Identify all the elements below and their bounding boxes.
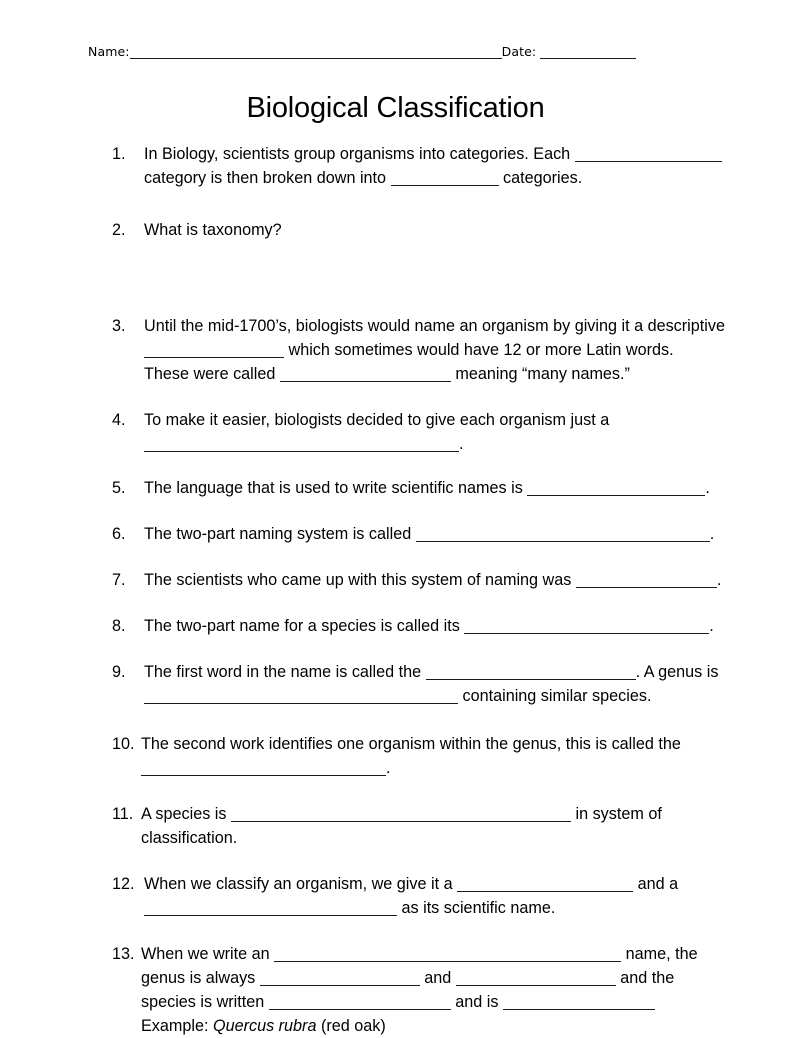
question-body <box>144 660 719 708</box>
question-number: 9. <box>112 663 126 681</box>
question-item <box>112 314 725 386</box>
answer-blank[interactable] <box>274 961 621 962</box>
question-text: . <box>386 759 391 777</box>
question-line <box>144 684 712 708</box>
question-body <box>141 732 712 780</box>
name-label: Name: <box>88 44 130 59</box>
question-text: . <box>709 617 714 635</box>
question-text: containing similar species. <box>458 687 652 705</box>
answer-blank[interactable] <box>527 495 705 496</box>
question-number: 4. <box>112 411 126 429</box>
question-text: When we write an <box>141 945 275 963</box>
question-body <box>144 614 712 638</box>
question-text: What is taxonomy? <box>144 221 282 239</box>
answer-blank[interactable] <box>456 985 616 986</box>
question-text: . <box>716 571 722 589</box>
question-text: When we classify an organism, we give it a <box>144 875 458 893</box>
answer-blank[interactable] <box>144 703 458 704</box>
question-line <box>144 660 719 684</box>
question-number: 1. <box>112 145 126 163</box>
scientific-name-italic: Quercus rubra <box>212 1017 317 1035</box>
question-text: and is <box>450 993 503 1011</box>
question-text: These were called <box>144 365 280 383</box>
question-line <box>144 142 712 166</box>
question-item <box>112 142 712 190</box>
question-text: The first word in the name is called the <box>144 663 426 681</box>
question-line <box>141 802 712 826</box>
question-line <box>144 476 712 500</box>
question-text: in system of <box>570 805 662 823</box>
question-text: and a <box>633 875 679 893</box>
question-number: 12. <box>112 875 135 893</box>
question-text: and <box>419 969 456 987</box>
page-title: Biological Classification <box>246 92 545 124</box>
question-text: . A genus is <box>635 663 719 681</box>
question-body <box>144 142 712 190</box>
question-text: genus is always <box>141 969 260 987</box>
question-line <box>144 432 712 456</box>
question-number: 11. <box>112 805 134 823</box>
answer-blank[interactable] <box>231 821 571 822</box>
question-number: 5. <box>112 479 126 497</box>
question-text: A species is <box>141 805 231 823</box>
question-number: 7. <box>112 571 126 589</box>
question-item <box>112 568 722 592</box>
answer-blank[interactable] <box>141 775 386 776</box>
answer-blank[interactable] <box>503 1009 655 1010</box>
question-item <box>112 732 712 780</box>
question-text: To make it easier, biologists decided to give each organism just a <box>144 411 610 429</box>
question-number: 2. <box>112 221 126 239</box>
question-line <box>144 896 712 920</box>
answer-blank[interactable] <box>575 161 722 162</box>
question-text: The scientists who came up with this system of naming was <box>144 571 576 589</box>
question-text: The second work identifies one organism within the genus, this is called the <box>141 735 681 753</box>
question-line <box>141 826 712 850</box>
question-text: meaning “many names.” <box>450 365 630 383</box>
question-text: and the <box>615 969 675 987</box>
question-line <box>144 166 712 190</box>
question-text: category is then broken down into <box>144 169 391 187</box>
question-text: which sometimes would have 12 or more Latin words. <box>284 341 674 359</box>
question-text: The two-part naming system is called <box>144 525 416 543</box>
question-item <box>112 408 712 456</box>
question-body <box>144 872 712 920</box>
question-body <box>144 476 712 500</box>
answer-blank[interactable] <box>416 541 710 542</box>
question-text: species is written <box>141 993 269 1011</box>
question-item <box>112 660 719 708</box>
answer-blank[interactable] <box>457 891 633 892</box>
question-line <box>144 362 712 386</box>
question-item <box>112 522 715 546</box>
question-text: In Biology, scientists group organisms into categories. Each <box>144 145 575 163</box>
question-text: . <box>705 479 710 497</box>
question-number: 3. <box>112 317 126 335</box>
answer-blank[interactable] <box>280 381 451 382</box>
answer-blank[interactable] <box>391 185 499 186</box>
question-text: . <box>709 525 715 543</box>
question-list <box>112 142 725 1038</box>
question-number: 10. <box>112 735 135 753</box>
question-item <box>112 218 712 242</box>
question-item <box>112 614 712 638</box>
question-line <box>144 314 725 338</box>
question-line <box>144 218 712 242</box>
answer-blank[interactable] <box>576 587 717 588</box>
question-line <box>144 614 712 638</box>
question-body <box>144 522 715 546</box>
question-text: classification. <box>141 829 238 847</box>
date-blank-line[interactable] <box>540 58 636 59</box>
question-line <box>141 942 712 966</box>
question-line <box>141 1014 712 1038</box>
date-label: Date: <box>501 44 537 59</box>
question-line <box>144 408 712 432</box>
question-line <box>144 568 722 592</box>
question-line <box>144 872 712 896</box>
question-line <box>144 522 715 546</box>
question-text: categories. <box>498 169 583 187</box>
answer-blank[interactable] <box>464 633 709 634</box>
question-text: . <box>459 435 464 453</box>
question-line <box>141 756 712 780</box>
question-line <box>141 990 712 1014</box>
question-body <box>144 218 712 242</box>
question-body <box>144 408 712 456</box>
answer-blank[interactable] <box>144 451 459 452</box>
answer-blank[interactable] <box>260 985 420 986</box>
name-date-header <box>88 44 648 60</box>
question-body <box>144 314 725 386</box>
name-blank-line[interactable] <box>130 58 502 59</box>
question-number: 13. <box>112 945 135 963</box>
question-text: The two-part name for a species is called its <box>144 617 465 635</box>
answer-blank[interactable] <box>144 915 397 916</box>
question-item <box>112 872 712 920</box>
question-line <box>144 338 712 362</box>
question-line <box>141 966 712 990</box>
question-text: name, the <box>621 945 698 963</box>
question-number: 6. <box>112 525 126 543</box>
answer-blank[interactable] <box>426 679 636 680</box>
question-item <box>112 802 712 850</box>
question-line <box>141 732 712 756</box>
question-body <box>141 802 712 850</box>
question-body <box>144 568 722 592</box>
question-text: Until the mid-1700’s, biologists would name an organism by giving it a descriptive <box>144 317 725 335</box>
question-number: 8. <box>112 617 126 635</box>
question-text: The language that is used to write scientific names is <box>144 479 528 497</box>
answer-blank[interactable] <box>144 357 284 358</box>
answer-blank[interactable] <box>269 1009 451 1010</box>
question-item <box>112 476 712 500</box>
question-text: (red oak) <box>316 1017 386 1035</box>
question-text: Example: <box>141 1017 213 1035</box>
question-text: as its scientific name. <box>397 899 556 917</box>
